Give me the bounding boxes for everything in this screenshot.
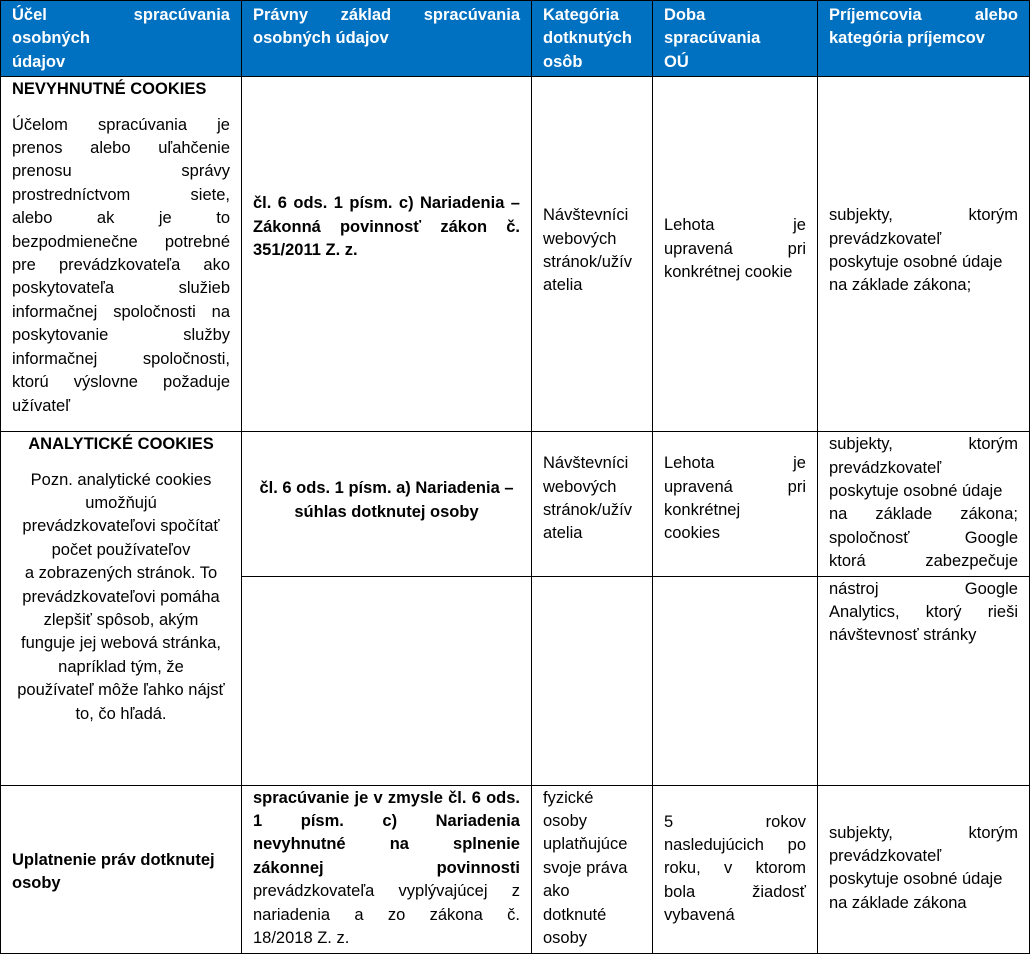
header-recipients: Príjemcovia alebo kategória príjemcov [818,1,1030,77]
table-row-data-subject-rights [1,785,1030,953]
analytics-legal-empty-cell [242,576,532,785]
rights-purpose-cell: Uplatnenie práv dotknutej osoby [1,785,242,953]
analytics-period-cell: Lehota je upravená pri konkrétnej cookies [653,432,818,576]
rights-recipients-cell: subjekty, ktorým prevádzkovateľ poskytuje osobné údaje na základe zákona [818,785,1030,953]
analytics-recipients-bottom-cell: nástroj Google Analytics, ktorý rieši návštevnosť stránky [818,576,1030,785]
header-purpose: Účel spracúvania osobných údajov [1,1,242,77]
analytics-title: ANALYTICKÉ COOKIES [28,435,214,454]
necessary-category-cell: Návštevníci webových stránok/užív atelia [532,77,653,432]
analytics-purpose-cell: ANALYTICKÉ COOKIES Pozn. analytické cookies umožňujú prevádzkovateľovi spočítať počet používateľov a zobrazených stránok. To prevádzkovateľovi pomáha zlepšiť spôsob, akým funguje jej webová stránka, napríklad tým, že používateľ môže ľahko nájsť to, čo hľadá. [1,432,242,785]
necessary-purpose-cell: NEVYHNUTNÉ COOKIES Účelom spracúvania je prenos alebo uľahčenie prenosu správy prostredníctvom siete, alebo ak je to bezpodmienečne potrebné pre prevádzkovateľa ako poskytovateľa služieb informačnej spoločnosti na poskytovanie služby informačnej spoločnosti, ktorú výslovne požaduje užívateľ [1,77,242,432]
analytics-legal-cell: čl. 6 ods. 1 písm. a) Nariadenia – súhlas dotknutej osoby [242,432,532,576]
table-header-row [1,1,1030,77]
necessary-recipients-cell: subjekty, ktorým prevádzkovateľ poskytuje osobné údaje na základe zákona; [818,77,1030,432]
header-processing-period: Doba spracúvania OÚ [653,1,818,77]
rights-legal-cell: spracúvanie je v zmysle čl. 6 ods. 1 písm. c) Nariadenia nevyhnutné na splnenie zákonnej povinnosti prevádzkovateľa vyplývajúcej z nariadenia a zo zákona č. 18/2018 Z. z. [242,785,532,953]
necessary-title: NEVYHNUTNÉ COOKIES [12,80,207,99]
header-legal-basis: Právny základ spracúvania osobných údajov [242,1,532,77]
rights-period-cell: 5 rokov nasledujúcich po roku, v ktorom bola žiadosť vybavená [653,785,818,953]
table-row-necessary-cookies [1,77,1030,432]
necessary-period-cell: Lehota je upravená pri konkrétnej cookie [653,77,818,432]
analytics-period-empty-cell [653,576,818,785]
analytics-category-empty-cell [532,576,653,785]
rights-category-cell: fyzické osoby uplatňujúce svoje práva ako dotknuté osoby [532,785,653,953]
necessary-legal-cell: čl. 6 ods. 1 písm. c) Nariadenia – Zákonná povinnosť zákon č. 351/2011 Z. z. [242,77,532,432]
analytics-category-cell: Návštevníci webových stránok/užív atelia [532,432,653,576]
table-row-analytics-cookies [1,432,1030,576]
analytics-recipients-top-cell: subjekty, ktorým prevádzkovateľ poskytuje osobné údaje na základe zákona; spoločnosť Google ktorá zabezpečuje [818,432,1030,576]
header-subject-category: Kategória dotknutých osôb [532,1,653,77]
